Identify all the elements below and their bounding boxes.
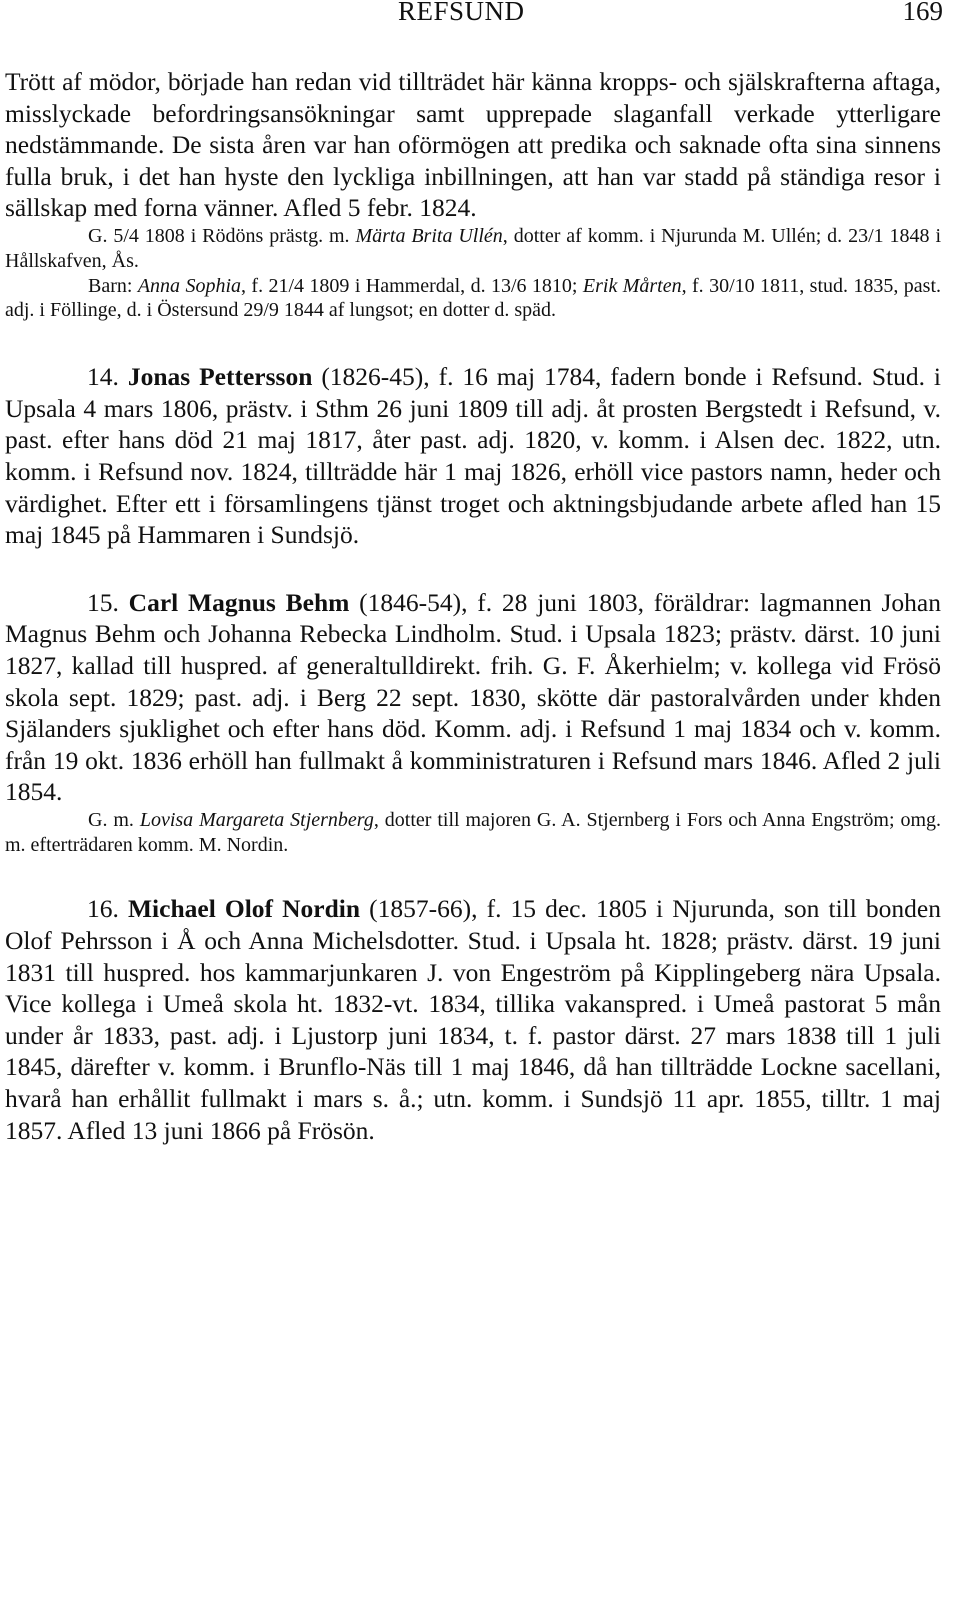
entry-name: Michael Olof Nordin — [127, 894, 361, 924]
entry-15: 15. Carl Magnus Behm (1846-54), f. 28 juni 1803, föräldrar: lagmannen Johan Magnus Behm och Johanna Rebecka Lindholm. Stud. i Upsala 1823; prästv. därst. 10 juni 1827, kallad till huspred. af generaltulldirekt. frih. G. F. Åkerhielm; v. kollega vid Frösö skola sept. 1829; past. adj. i Berg 22 sept. 1830, skötte där pastoralvården under khden Själanders sjuklighet och efter hans död. Komm. adj. i Refsund 1 maj 1834 och v. komm. från 19 okt. 1836 erhöll han fullmakt å komministraturen i Refsund mars 1846. Afled 2 juli 1854. — [5, 587, 941, 807]
entry-number: 15. — [87, 587, 129, 617]
child-name: Anna Sophia — [137, 274, 242, 297]
entry-13-marriage: G. 5/4 1808 i Rödöns prästg. m. Märta Brita Ullén, dotter af komm. i Njurunda M. Ullén; d. 23/1 1848 i Hållskafven, Ås. — [5, 224, 942, 272]
entry-name: Jonas Pettersson — [127, 362, 313, 392]
wife-name: Lovisa Margareta Stjernberg — [139, 808, 374, 831]
entry-13-conclusion: Trött af mödor, började han redan vid tillträdet här känna kropps- och själskrafterna aftaga, misslyckade befordringsansökningar samt upprepade slaganfall verkade ytterligare nedstämmande. De sista åren var han oförmögen att predika och saknade ofta sina sinnens fulla bruk, i det han hyste den lyckliga inbillningen, att han var stadd på ständiga resor i sällskap med forna vänner. Afled 5 febr. 1824. — [5, 67, 941, 223]
entry-name: Carl Magnus Behm — [128, 587, 350, 617]
page-body — [5, 66, 941, 1146]
entry-15-marriage: G. m. Lovisa Margareta Stjernberg, dotter till majoren G. A. Stjernberg i Fors och Anna Engström; omg. m. efterträdaren komm. M. Nordin. — [5, 808, 941, 856]
page-header — [0, 0, 960, 30]
running-title: REFSUND — [398, 0, 525, 26]
entry-13-children: Barn: Anna Sophia, f. 21/4 1809 i Hammerdal, d. 13/6 1810; Erik Mårten, f. 30/10 1811, stud. 1835, past. adj. i Föllinge, d. i Östersund 29/9 1844 af lungsot; en dotter d. späd. — [5, 274, 942, 322]
page-number: 169 — [902, 0, 943, 26]
wife-name: Märta Brita Ullén — [355, 224, 503, 247]
entry-16: 16. Michael Olof Nordin (1857-66), f. 15 dec. 1805 i Njurunda, son till bonden Olof Pehrsson i Å och Anna Michelsdotter. Stud. i Upsala ht. 1828; prästv. därst. 19 juni 1831 till huspred. hos kammarjunkaren J. von Engeström på Kipplingeberg nära Upsala. Vice kollega i Umeå skola ht. 1832-vt. 1834, tillika vakanspred. i Umeå pastorat 5 mån under år 1833, past. adj. i Ljustorp juni 1834, t. f. pastor därst. 27 mars 1838 till 1 juli 1845, därefter v. komm. i Brunflo-Näs till 1 maj 1846, då han tillträdde Lockne sacellani, hvarå han erhållit fullmakt i mars s. å.; utn. komm. i Sundsjö 11 apr. 1855, tilltr. 1 maj 1857. Afled 13 juni 1866 på Frösön. — [5, 894, 942, 1145]
entry-number: 16. — [87, 894, 128, 924]
child-name: Erik Mårten — [582, 274, 682, 297]
entry-number: 14. — [87, 362, 128, 392]
entry-14: 14. Jonas Pettersson (1826-45), f. 16 maj 1784, fadern bonde i Refsund. Stud. i Upsala 4 mars 1806, prästv. i Sthm 26 juni 1809 till adj. åt prosten Bergstedt i Refsund, v. past. efter hans död 21 maj 1817, åter past. adj. 1820, v. komm. i Alsen dec. 1822, utn. komm. i Refsund nov. 1824, tillträdde här 1 maj 1826, erhöll vice pastors namn, heder och värdighet. Efter ett i församlingens tjänst troget och aktningsbjudande arbete afled han 15 maj 1845 på Hammaren i Sundsjö. — [5, 362, 942, 550]
